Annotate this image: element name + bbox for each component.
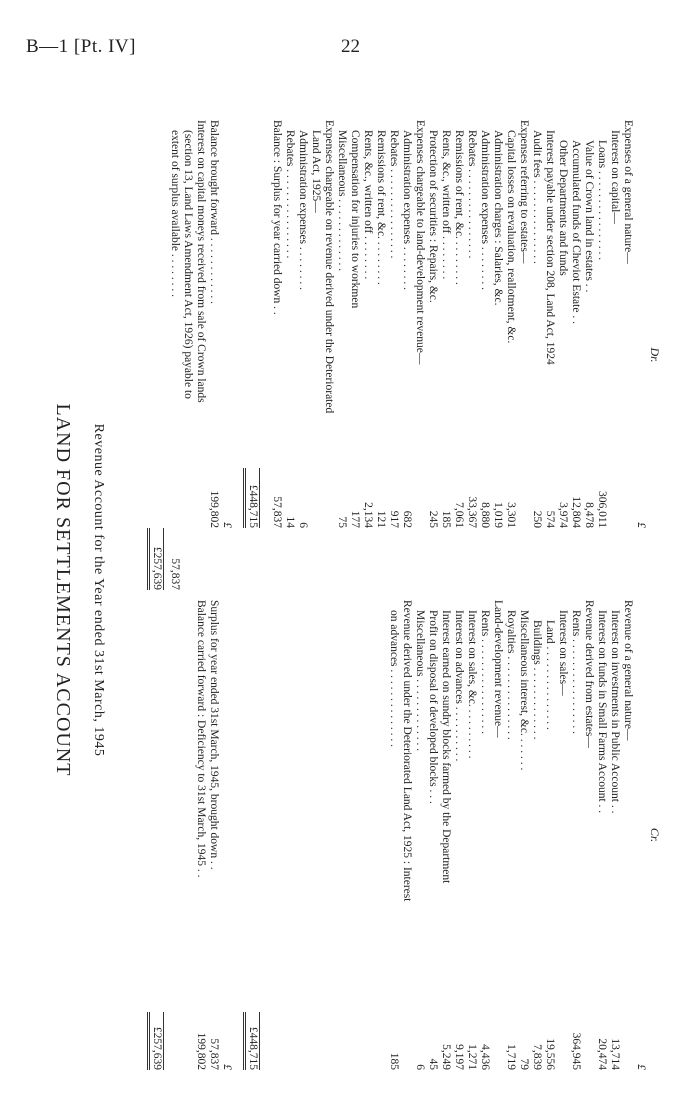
document-subtitle: Revenue Account for the Year ended 31st March, 1945 bbox=[91, 423, 106, 757]
amount-column-1: 3,301 bbox=[505, 502, 517, 528]
row-label: Value of Crown land in estates . . bbox=[583, 140, 595, 293]
amount-column-1: 917 bbox=[388, 510, 400, 528]
row-label: Balance carried forward : Deficiency to 31st March, 1945 . . bbox=[195, 600, 207, 878]
row-label: Loans . . . . . . . . . . . . . . . . bbox=[596, 140, 608, 261]
table-row bbox=[608, 120, 621, 590]
amount-column-1: 250 bbox=[531, 510, 543, 528]
row-label: Other Departments and funds bbox=[557, 140, 569, 276]
row-label: Land . . . . . . . . . . . . . . . bbox=[544, 620, 556, 730]
table-row bbox=[413, 600, 426, 1070]
amount-column-1: 7,061 bbox=[453, 502, 465, 528]
amount-column-1: 177 bbox=[349, 510, 361, 528]
total-amount: £448,715 bbox=[243, 468, 260, 528]
amount-column-2: 57,837 bbox=[208, 1038, 220, 1070]
row-label: Rents, &c., written off . . . . . . . . bbox=[440, 130, 452, 280]
row-label: Interest on sales— bbox=[557, 610, 569, 696]
row-label: Interest earned on sundry blocks farmed by the Department bbox=[440, 610, 452, 884]
amount-column-2: 6 bbox=[414, 1064, 426, 1070]
total-row bbox=[247, 120, 260, 590]
row-label: Rents . . . . . . . . . . . . . . . . . bbox=[479, 610, 491, 734]
row-label: Expenses of a general nature— bbox=[622, 120, 634, 264]
row-label: Audit fees . . . . . . . . . . . . . . . bbox=[531, 130, 543, 264]
table-row bbox=[556, 600, 569, 1070]
table-row bbox=[283, 120, 296, 590]
page-number: 22 bbox=[341, 36, 360, 57]
amount-column-1: 12,804 bbox=[570, 496, 582, 528]
row-label: on advances . . . . . . . . . . . . . . bbox=[388, 610, 400, 748]
amount-column-1: 6 bbox=[297, 522, 309, 528]
amount-column-2: 364,945 bbox=[570, 1032, 582, 1070]
row-label: Administration charges : Salaries, &c. bbox=[492, 130, 504, 306]
document-title: LAND FOR SETTLEMENTS ACCOUNT bbox=[52, 403, 74, 777]
table-row bbox=[504, 600, 517, 1070]
amount-column-1: 3,974 bbox=[557, 502, 569, 528]
row-label: Profit on disposal of developed blocks . . . bbox=[427, 610, 439, 804]
row-label: Buildings . . . . . . . . . . . . . bbox=[531, 620, 543, 740]
unit-row bbox=[220, 600, 233, 1070]
row-label: Administration expenses . . . . . . . . bbox=[297, 130, 309, 291]
table-row bbox=[543, 120, 556, 590]
bottom-total-amount: £257,639 bbox=[147, 1012, 164, 1070]
table-row bbox=[530, 600, 543, 1070]
amount-column-1: 199,802 bbox=[208, 490, 220, 528]
table-row bbox=[322, 120, 335, 590]
row-label: Balance : Surplus for year carried down . . bbox=[271, 120, 283, 315]
row-label: Interest on investments in Public Account . . bbox=[609, 610, 621, 814]
row-label: Administration expenses . . . . . . . . bbox=[479, 130, 491, 291]
amount-column-1: 8,880 bbox=[479, 502, 491, 528]
table-row bbox=[569, 600, 582, 1070]
amount-column-2: 20,474 bbox=[596, 1038, 608, 1070]
amount-column-1: 682 bbox=[401, 510, 413, 528]
table-row bbox=[452, 600, 465, 1070]
table-row bbox=[491, 600, 504, 1070]
table-row bbox=[621, 120, 634, 590]
table-row bbox=[621, 600, 634, 1070]
table-row bbox=[530, 120, 543, 590]
page-reference: B—1 [Pt. IV] bbox=[26, 36, 136, 57]
row-label: Surplus for year ended 31st March, 1945, brought down . . bbox=[208, 600, 220, 870]
total-amount: £448,715 bbox=[243, 1012, 260, 1070]
row-label: Expenses chargeable on revenue derived under the Deteriorated bbox=[323, 120, 335, 414]
currency-unit: £ bbox=[635, 522, 647, 528]
unit-row bbox=[634, 120, 647, 590]
table-row bbox=[348, 120, 361, 590]
amount-column-2: 7,839 bbox=[531, 1044, 543, 1070]
amount-column-2: 9,197 bbox=[453, 1044, 465, 1070]
amount-column-2: 1,719 bbox=[505, 1044, 517, 1070]
table-row bbox=[582, 600, 595, 1070]
row-label: Interest on capital moneys received from sale of Crown lands bbox=[195, 120, 207, 403]
amount-column-2: 199,802 bbox=[195, 1032, 207, 1070]
amount-column-2: 19,556 bbox=[544, 1038, 556, 1070]
amount-column-2: 5,249 bbox=[440, 1044, 452, 1070]
unit-row bbox=[634, 600, 647, 1070]
account-statement bbox=[52, 110, 680, 1070]
table-row bbox=[491, 120, 504, 590]
amount-column-1: 574 bbox=[544, 510, 556, 528]
table-row bbox=[400, 600, 413, 1070]
row-label: Capital losses on revaluation, reallotment, &c. bbox=[505, 130, 517, 344]
amount-column-1: 75 bbox=[336, 516, 348, 528]
table-row bbox=[452, 120, 465, 590]
row-label: Expenses referring to estates— bbox=[518, 120, 530, 264]
amount-column-1: 57,837 bbox=[271, 496, 283, 528]
amount-column-2: 45 bbox=[427, 1058, 439, 1070]
table-row bbox=[207, 600, 220, 1070]
table-row bbox=[439, 120, 452, 590]
amount-column-1: 33,367 bbox=[466, 496, 478, 528]
table-row bbox=[439, 600, 452, 1070]
table-row bbox=[296, 120, 309, 590]
row-label: Revenue derived from estates— bbox=[583, 600, 595, 748]
table-row bbox=[426, 120, 439, 590]
table-row bbox=[569, 120, 582, 590]
table-row bbox=[582, 120, 595, 590]
table-row bbox=[387, 600, 400, 1070]
amount-column-1: 121 bbox=[375, 510, 387, 528]
table-row bbox=[517, 600, 530, 1070]
cr-heading: Cr. bbox=[648, 827, 662, 843]
row-label: Compensation for injuries to workmen bbox=[349, 130, 361, 309]
amount-column-2: 4,436 bbox=[479, 1044, 491, 1070]
row-label: Land Act, 1925— bbox=[310, 130, 322, 213]
table-row bbox=[387, 120, 400, 590]
table-row bbox=[270, 120, 283, 590]
unit-row bbox=[220, 120, 233, 590]
table-row bbox=[413, 120, 426, 590]
bottom-total-row bbox=[151, 600, 164, 1070]
table-row bbox=[194, 600, 207, 1070]
bottom-total-amount: £257,639 bbox=[147, 528, 164, 590]
table-row bbox=[517, 120, 530, 590]
row-label: Interest on funds in Small Farms Account . . bbox=[596, 610, 608, 814]
currency-unit: £ bbox=[635, 1064, 647, 1070]
row-label: Rebates . . . . . . . . . . . . . . . . bbox=[466, 130, 478, 259]
table-row bbox=[556, 120, 569, 590]
amount-column-1: 306,011 bbox=[596, 491, 608, 528]
table-row bbox=[465, 600, 478, 1070]
row-label: (section 13, Land Laws Amendment Act, 1926) payable to bbox=[182, 130, 194, 399]
row-label: Royalties . . . . . . . . . . . . . . . bbox=[505, 610, 517, 740]
amount-column-1: 1,019 bbox=[492, 502, 504, 528]
row-label: Rebates . . . . . . . . . . . . . . . . bbox=[388, 130, 400, 259]
table-row bbox=[361, 120, 374, 590]
debit-column bbox=[151, 120, 662, 590]
table-row bbox=[207, 120, 220, 590]
row-label: extent of surplus available . . . . . . . . bbox=[169, 130, 181, 298]
row-label: Revenue derived under the Deteriorated Land Act, 1925 : Interest bbox=[401, 600, 413, 902]
amount-column-2: 13,714 bbox=[609, 1038, 621, 1070]
table-row bbox=[374, 120, 387, 590]
amount-column-1: 245 bbox=[427, 510, 439, 528]
table-row bbox=[400, 120, 413, 590]
credit-column bbox=[151, 600, 662, 1070]
currency-unit: £ bbox=[221, 1064, 233, 1070]
row-label: Interest on capital— bbox=[609, 130, 621, 224]
row-label: Rents . . . . . . . . . . . . . . . . . bbox=[570, 610, 582, 734]
bottom-total-row bbox=[151, 120, 164, 590]
row-label: Administration expenses . . . . . . . . bbox=[401, 130, 413, 291]
row-label: Remissions of rent, &c. . . . . . . . . bbox=[375, 130, 387, 285]
table-row bbox=[426, 600, 439, 1070]
total-row bbox=[247, 600, 260, 1070]
row-label: Revenue of a general nature— bbox=[622, 600, 634, 741]
table-row bbox=[181, 120, 194, 590]
row-label: Expenses chargeable to land-development revenue— bbox=[414, 120, 426, 365]
amount-column-2: 185 bbox=[388, 1052, 400, 1070]
row-label: Interest on advances . . . . . . . . . . bbox=[453, 610, 465, 762]
row-label: Interest on sales, &c. . . . . . . . . . bbox=[466, 610, 478, 759]
amount-column-2: 57,837 bbox=[169, 558, 181, 590]
row-label: Rebates . . . . . . . . . . . . . . . . bbox=[284, 130, 296, 259]
table-row bbox=[335, 120, 348, 590]
row-label: Miscellaneous . . . . . . . . . . . . . bbox=[336, 130, 348, 272]
row-label: Protection of securities : Repairs, &c. bbox=[427, 130, 439, 303]
table-row bbox=[504, 120, 517, 590]
currency-unit: £ bbox=[221, 522, 233, 528]
table-row bbox=[543, 600, 556, 1070]
table-row bbox=[595, 600, 608, 1070]
table-row bbox=[478, 120, 491, 590]
row-label: Rents, &c., written off . . . . . . . . bbox=[362, 130, 374, 280]
amount-column-2: 1,271 bbox=[466, 1044, 478, 1070]
table-row bbox=[478, 600, 491, 1070]
row-label: Balance brought forward . . . . . . . . . . . . bbox=[208, 120, 220, 304]
row-label: Land-development revenue— bbox=[492, 600, 504, 738]
table-row bbox=[309, 120, 322, 590]
row-label: Accumulated funds of Cheviot Estate . . bbox=[570, 140, 582, 324]
row-label: Remissions of rent, &c. . . . . . . . . bbox=[453, 130, 465, 285]
row-label: Miscellaneous interest, &c. . . . . . . bbox=[518, 610, 530, 771]
amount-column-1: 2,134 bbox=[362, 502, 374, 528]
table-row bbox=[595, 120, 608, 590]
table-row bbox=[465, 120, 478, 590]
amount-column-2: 79 bbox=[518, 1058, 530, 1070]
amount-column-1: 14 bbox=[284, 516, 296, 528]
dr-heading: Dr. bbox=[648, 347, 662, 363]
table-row bbox=[608, 600, 621, 1070]
amount-column-1: 8,478 bbox=[583, 502, 595, 528]
table-row bbox=[168, 120, 181, 590]
amount-column-1: 185 bbox=[440, 510, 452, 528]
table-row bbox=[194, 120, 207, 590]
row-label: Interest payable under section 208, Land Act, 1924 bbox=[544, 130, 556, 365]
row-label: Miscellaneous . . . . . . . . . . . . . bbox=[414, 610, 426, 752]
